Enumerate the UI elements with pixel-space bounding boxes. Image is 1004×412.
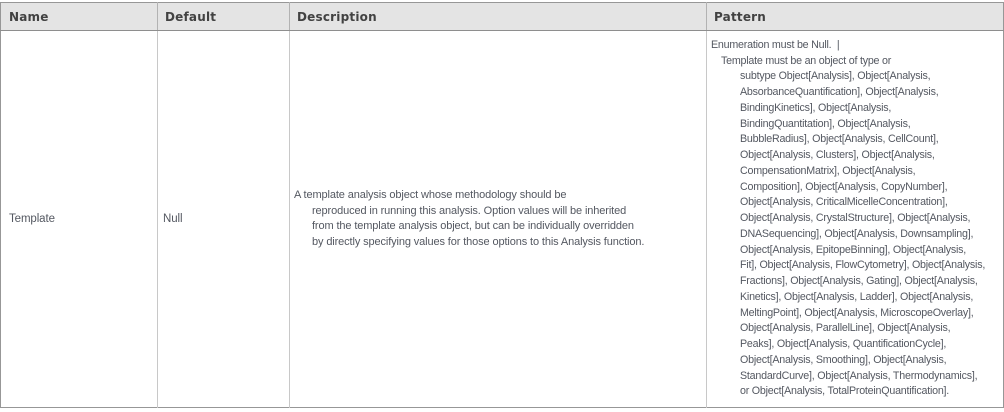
column-header-name: Name [1,3,158,31]
docs-page [0,2,1004,412]
text-line: by directly specifying values for those options to this Analysis function. [312,235,645,248]
text-line: DNASequencing], Object[Analysis, Downsampling], [740,227,974,240]
text-line: BindingKinetics], Object[Analysis, [740,101,892,114]
column-header-description: Description [290,3,707,31]
text-line: or Object[Analysis, TotalProteinQuantification]. [740,385,950,398]
text-line: Composition], Object[Analysis, CopyNumber], [740,180,948,193]
text-line: Object[Analysis, ParallelLine], Object[Analysis, [740,322,951,335]
text-line: BubbleRadius], Object[Analysis, CellCount], [740,133,939,146]
text-line: reproduced in running this analysis. Option values will be inherited [312,204,627,217]
column-header-pattern: Pattern [707,3,1004,31]
options-table [0,2,1004,408]
text-line: from the template analysis object, but can be individually overridden [312,220,634,232]
option-name-value: Template [1,31,158,408]
column-header-default: Default [158,3,290,31]
text-line: Object[Analysis, CriticalMicelleConcentration], [740,196,948,209]
table-row [1,31,1004,408]
text-line: Enumeration must be Null. | [711,38,840,51]
text-line: CompensationMatrix], Object[Analysis, [740,164,916,177]
option-description-text [294,188,706,250]
table-header-row [1,3,1004,31]
text-line: subtype Object[Analysis], Object[Analysis, [740,70,931,83]
text-line: Object[Analysis, Clusters], Object[Analysis, [740,149,935,162]
text-line: StandardCurve], Object[Analysis, Thermodynamics], [740,369,978,382]
option-description-cell [290,31,707,408]
text-line: Kinetics], Object[Analysis, Ladder], Object[Analysis, [740,290,974,303]
text-line: MeltingPoint], Object[Analysis, MicroscopeOverlay], [740,306,974,319]
text-line: Object[Analysis, CrystalStructure], Object[Analysis, [740,212,971,225]
text-line: Fractions], Object[Analysis, Gating], Object[Analysis, [740,275,978,288]
text-line: BindingQuantitation], Object[Analysis, [740,117,911,130]
option-default-value: Null [158,31,290,408]
option-pattern-text [711,38,1003,400]
option-pattern-cell [707,31,1004,408]
text-line: Peaks], Object[Analysis, QuantificationCycle], [740,338,947,351]
text-line: Fit], Object[Analysis, FlowCytometry], Object[Analysis, [740,259,986,272]
text-line: Object[Analysis, EpitopeBinning], Object[Analysis, [740,243,967,256]
text-line: Template must be an object of type or [721,54,892,67]
text-line: AbsorbanceQuantification], Object[Analysis, [740,86,939,99]
text-line: Object[Analysis, Smoothing], Object[Analysis, [740,353,947,366]
text-line: A template analysis object whose methodology should be [294,189,567,201]
